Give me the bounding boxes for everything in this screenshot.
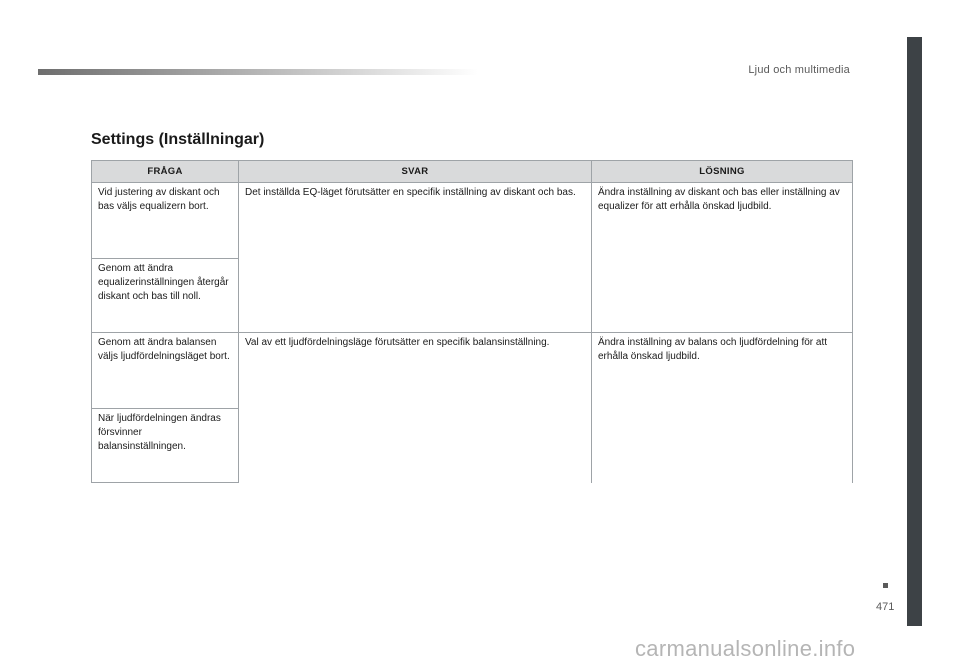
page-title: Settings (Inställningar)	[91, 131, 265, 148]
page-number: 471	[876, 601, 895, 613]
side-tab-strip	[907, 37, 922, 626]
question-text: Genom att ändra balansen väljs ljudfördelningsläget bort.	[98, 337, 230, 362]
answer-cell	[239, 183, 592, 333]
question-text: Genom att ändra equalizerinställningen återgår diskant och bas till noll.	[98, 263, 229, 302]
question-cell	[92, 409, 239, 483]
table-header-row	[92, 161, 853, 183]
question-cell	[92, 333, 239, 409]
column-header-question: FRÅGA	[92, 161, 239, 183]
solution-text: Ändra inställning av balans och ljudfördelning för att erhålla önskad ljudbild.	[598, 337, 828, 362]
section-label: Ljud och multimedia	[748, 64, 850, 76]
header-gradient-bar	[38, 69, 478, 75]
watermark-link[interactable]: carmanualsonline.info	[635, 636, 856, 661]
table-row	[92, 333, 853, 409]
faq-table	[91, 160, 853, 483]
question-text: Vid justering av diskant och bas väljs equalizern bort.	[98, 187, 220, 212]
table-row	[92, 183, 853, 259]
answer-text: Val av ett ljudfördelningsläge förutsätter en specifik balansinställning.	[245, 337, 550, 348]
answer-cell	[239, 333, 592, 483]
column-header-solution: LÖSNING	[592, 161, 853, 183]
question-cell	[92, 259, 239, 333]
solution-cell	[592, 183, 853, 333]
page-marker-icon	[883, 583, 888, 588]
solution-cell	[592, 333, 853, 483]
column-header-answer: SVAR	[239, 161, 592, 183]
question-text: När ljudfördelningen ändras försvinner balansinställningen.	[98, 413, 221, 452]
solution-text: Ändra inställning av diskant och bas eller inställning av equalizer för att erhålla önskad ljudbild.	[598, 187, 840, 212]
question-cell	[92, 183, 239, 259]
answer-text: Det inställda EQ-läget förutsätter en specifik inställning av diskant och bas.	[245, 187, 576, 198]
